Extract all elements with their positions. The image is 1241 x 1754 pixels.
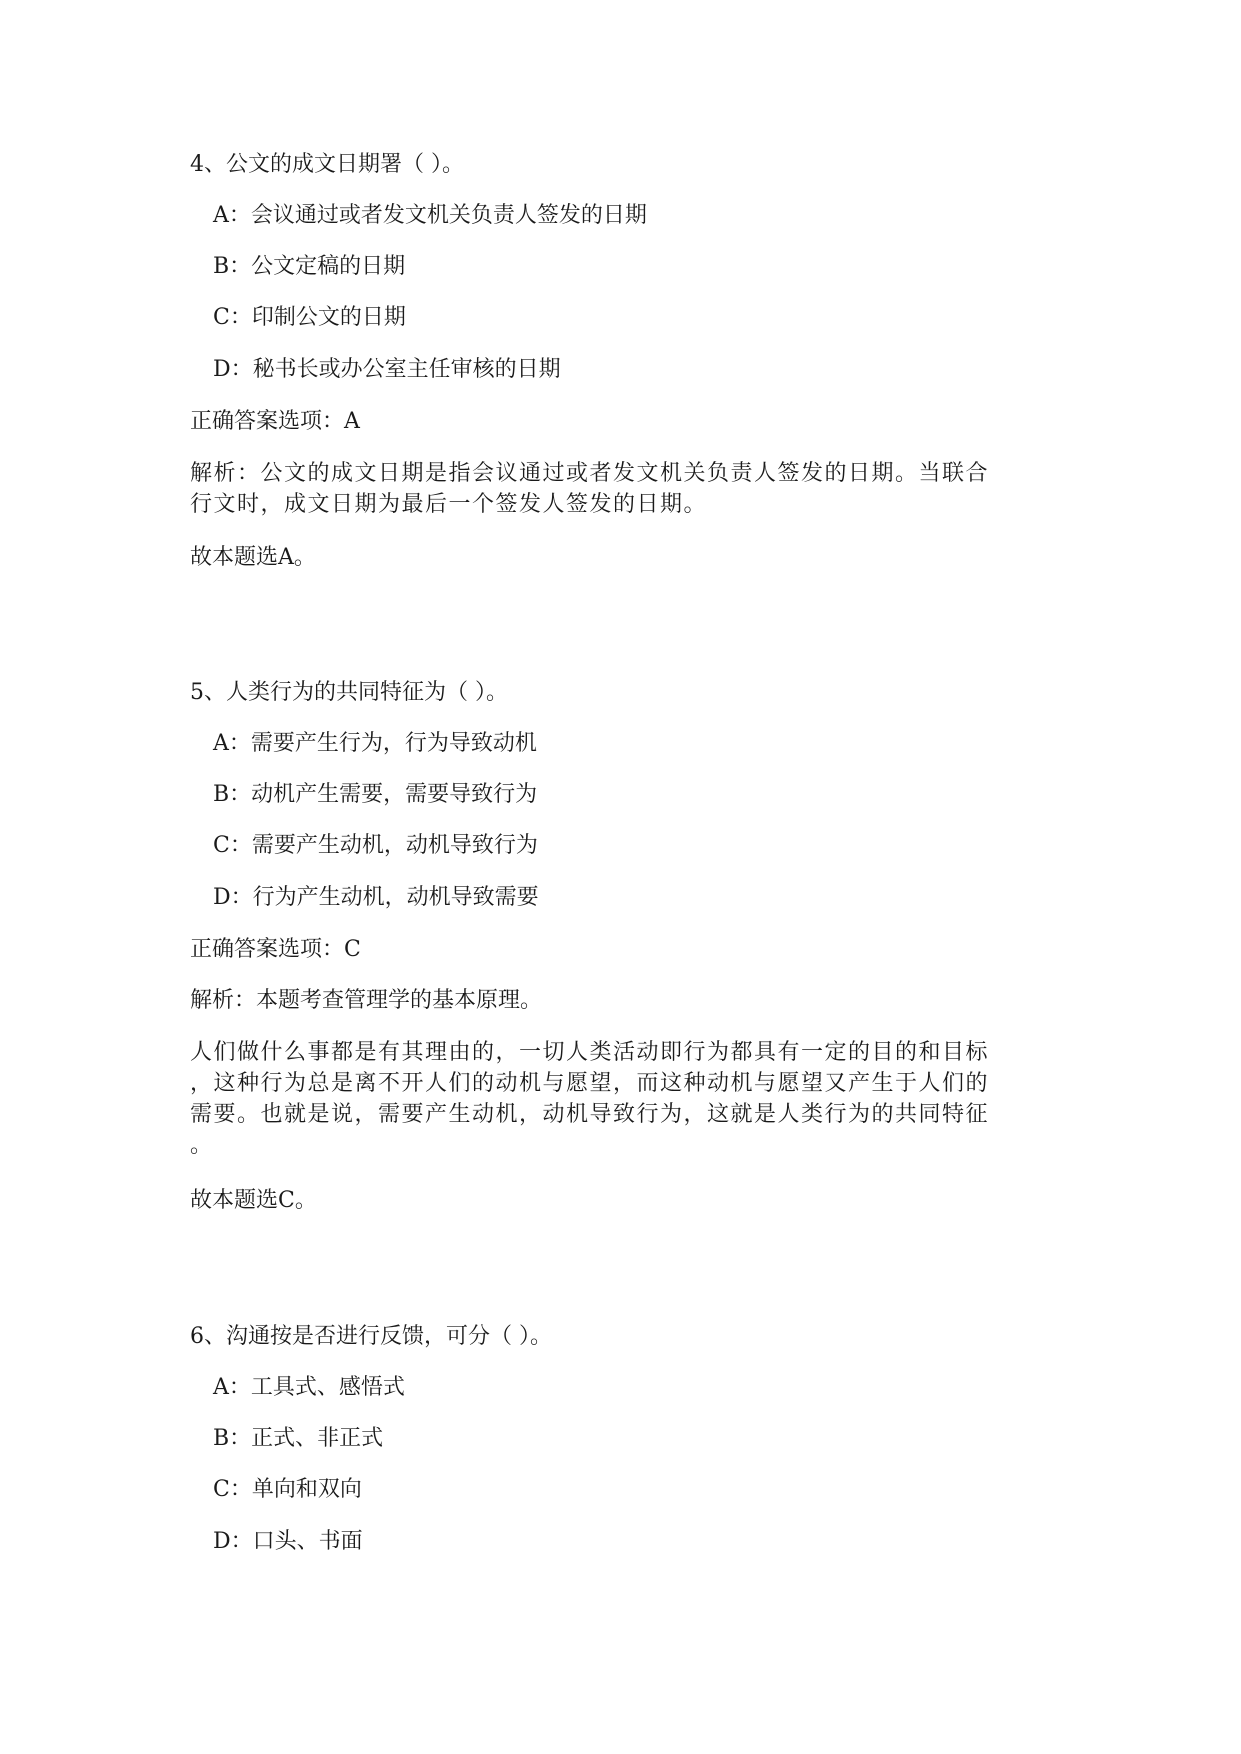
question-6-option-a: A：工具式、感悟式 (213, 1375, 405, 1400)
question-5-answer: 正确答案选项：C (190, 937, 361, 962)
question-5-analysis-body: 人们做什么事都是有其理由的，一切人类活动即行为都具有一定的目的和目标 ，这种行为总是离不开人们的动机与愿望，而这种动机与愿望又产生于人们的 需要。也就是说，需要产生动机，动机导致行为，这就是人类行为的共同特征 。 (190, 1040, 990, 1158)
question-4-option-d: D：秘书长或办公室主任审核的日期 (213, 357, 561, 382)
question-5-conclusion: 故本题选C。 (190, 1188, 317, 1213)
question-5-option-b: B：动机产生需要，需要导致行为 (213, 782, 538, 807)
question-6-stem: 6、沟通按是否进行反馈，可分（ ）。 (190, 1324, 552, 1349)
question-5-option-c: C：需要产生动机，动机导致行为 (213, 833, 538, 858)
question-4-analysis: 解析：公文的成文日期是指会议通过或者发文机关负责人签发的日期。当联合 行文时，成文日期为最后一个签发人签发的日期。 (190, 461, 990, 517)
question-5-option-d: D：行为产生动机，动机导致需要 (213, 885, 539, 910)
question-6-option-b: B：正式、非正式 (213, 1426, 384, 1451)
question-5-stem: 5、人类行为的共同特征为（ ）。 (190, 680, 508, 705)
question-4-option-b: B：公文定稿的日期 (213, 254, 406, 279)
question-4-conclusion: 故本题选A。 (190, 545, 316, 570)
question-6-option-c: C：单向和双向 (213, 1477, 362, 1502)
question-4-option-a: A：会议通过或者发文机关负责人签发的日期 (213, 203, 647, 228)
question-4-stem: 4、公文的成文日期署（ ）。 (190, 152, 464, 177)
question-4-option-c: C：印制公文的日期 (213, 305, 406, 330)
question-5-option-a: A：需要产生行为，行为导致动机 (213, 731, 537, 756)
question-6-option-d: D：口头、书面 (213, 1529, 363, 1554)
question-4-answer: 正确答案选项：A (190, 409, 360, 434)
question-5-analysis-intro: 解析：本题考查管理学的基本原理。 (190, 988, 543, 1013)
